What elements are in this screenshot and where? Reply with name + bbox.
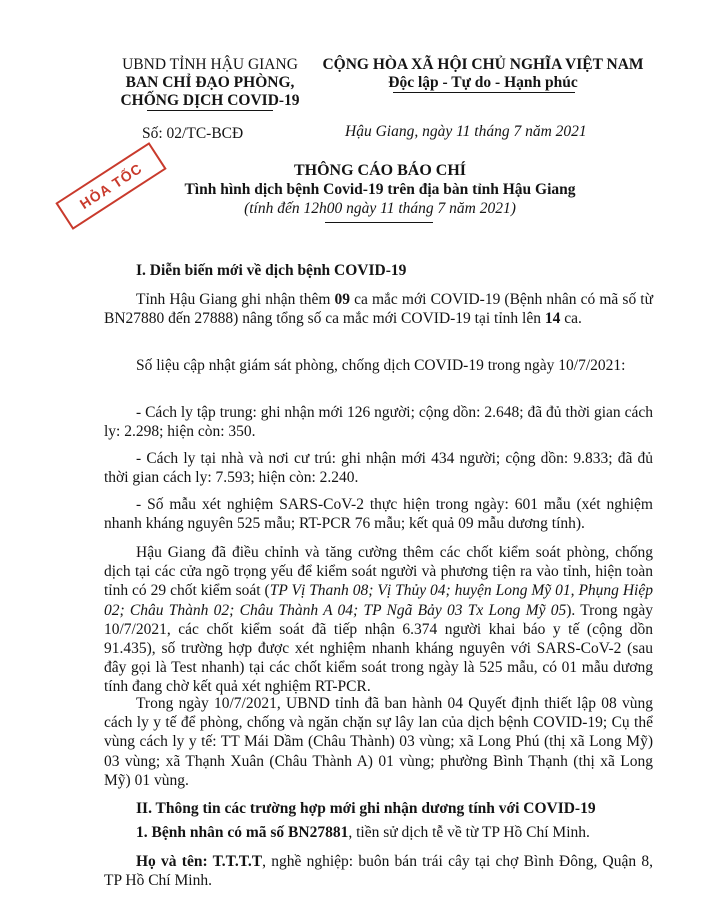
- paragraph-new-cases: Tỉnh Hậu Giang ghi nhận thêm 09 ca mắc mới COVID-19 (Bệnh nhân có mã số từ BN27880 đến 27888) nâng tổng số ca mắc mới COVID-19 tại tỉnh lên 14 ca.: [104, 291, 653, 328]
- paragraph-centralized-quarantine: - Cách ly tập trung: ghi nhận mới 126 người; cộng dồn: 2.648; đã đủ thời gian cách ly: 2.298; hiện còn: 350.: [104, 404, 653, 441]
- press-release-date-note: (tính đến 12h00 ngày 11 tháng 7 năm 2021): [244, 200, 516, 217]
- document-number: Số: 02/TC-BCĐ: [142, 125, 244, 142]
- case-1-details: Họ và tên: T.T.T.T, nghề nghiệp: buôn bán trái cây tại chợ Bình Đông, Quận 8, TP Hồ Chí Minh.: [104, 853, 653, 890]
- national-motto: Độc lập - Tự do - Hạnh phúc: [388, 74, 578, 91]
- paragraph-checkpoints: Hậu Giang đã điều chỉnh và tăng cường thêm các chốt kiểm soát phòng, chống dịch tại các cửa ngõ trọng yếu để kiểm soát người và phương tiện ra vào tỉnh, hiện toàn tỉnh có 29 chốt kiểm soát (TP Vị Thanh 08; Vị Thủy 04; huyện Long Mỹ 01, Phụng Hiệp 02; Châu Thành 02; Châu Thành A 04; TP Ngã Bảy 03 Tx Long Mỹ 05). Trong ngày 10/7/2021, các chốt kiểm soát đã tiếp nhận 6.374 người khai báo y tế (cộng dồn 91.435), số trường hợp được xét nghiệm nhanh kháng nguyên với SARS-CoV-2 (sau đây gọi là Test nhanh) tại các chốt kiểm soát trong ngày là 525 mẫu, có 01 mẫu dương tính đang chờ kết quả xét nghiệm RT-PCR.: [104, 544, 653, 696]
- national-title: CỘNG HÒA XÃ HỘI CHỦ NGHĨA VIỆT NAM: [322, 56, 644, 73]
- paragraph-quarantine-zones: Trong ngày 10/7/2021, UBND tỉnh đã ban hành 04 Quyết định thiết lập 08 vùng cách ly y tế để phòng, chống và ngăn chặn sự lây lan của dịch bệnh COVID-19; Cụ thể vùng cách ly y tế: TT Mái Dầm (Châu Thành) 03 vùng; xã Long Phú (thị xã Long Mỹ) 03 vùng; xã Thạnh Xuân (Châu Thành A) 01 vùng; phường Bình Thạnh (thị xã Long Mỹ) 01 vùng.: [104, 695, 653, 789]
- title-underline: [325, 222, 433, 223]
- agency-underline: [147, 110, 273, 111]
- case-1-heading: 1. Bệnh nhân có mã số BN27881, tiền sử dịch tễ về từ TP Hồ Chí Minh.: [136, 824, 590, 841]
- agency-line-3: CHỐNG DỊCH COVID-19: [120, 92, 300, 109]
- motto-underline: [393, 92, 575, 93]
- urgent-stamp-text: HỎA TỐC: [76, 159, 146, 213]
- press-release-title: THÔNG CÁO BÁO CHÍ: [293, 162, 466, 179]
- paragraph-monitoring-intro: Số liệu cập nhật giám sát phòng, chống dịch COVID-19 trong ngày 10/7/2021:: [136, 357, 626, 374]
- paragraph-testing: - Số mẫu xét nghiệm SARS-CoV-2 thực hiện trong ngày: 601 mẫu (xét nghiệm nhanh kháng nguyên 525 mẫu; RT-PCR 76 mẫu; kết quả 09 mẫu dương tính).: [104, 496, 653, 533]
- agency-line-1: UBND TỈNH HẬU GIANG: [122, 56, 298, 73]
- document-date: Hậu Giang, ngày 11 tháng 7 năm 2021: [345, 123, 587, 140]
- section-2-heading: II. Thông tin các trường hợp mới ghi nhận dương tính với COVID-19: [136, 800, 596, 817]
- section-1-heading: I. Diễn biến mới về dịch bệnh COVID-19: [136, 262, 407, 279]
- press-release-subtitle: Tình hình dịch bệnh Covid-19 trên địa bàn tỉnh Hậu Giang: [184, 181, 576, 198]
- agency-line-2: BAN CHỈ ĐẠO PHÒNG,: [125, 74, 295, 91]
- paragraph-home-quarantine: - Cách ly tại nhà và nơi cư trú: ghi nhận mới 434 người; cộng dồn: 9.833; đã đủ thời gian cách ly: 7.593; hiện còn: 2.240.: [104, 450, 653, 487]
